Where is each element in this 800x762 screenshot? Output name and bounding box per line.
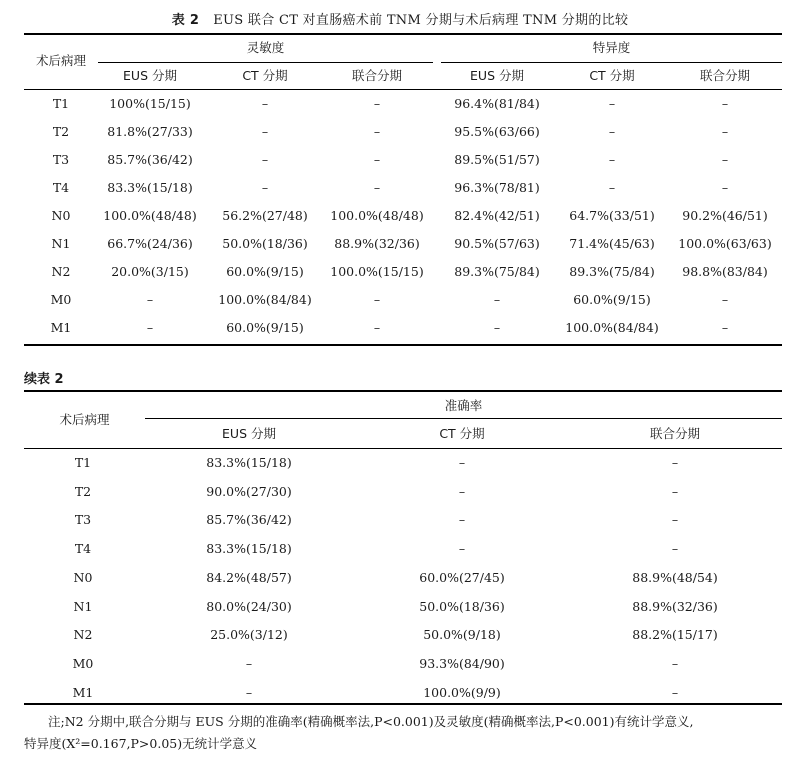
table-cell: –	[608, 152, 616, 167]
table-cell: 83.3%(15/18)	[206, 541, 292, 557]
footnote-line-2: 特异度(X²=0.167,P>0.05)无统计学意义	[24, 736, 258, 751]
table-cell: –	[373, 96, 381, 111]
table-cell: 56.2%(27/48)	[222, 208, 308, 223]
table-cell: 88.2%(15/17)	[632, 627, 718, 643]
table-cell: –	[671, 483, 679, 499]
table-cell: –	[721, 180, 729, 195]
row-label: M0	[72, 655, 94, 671]
row-label: T1	[74, 455, 92, 470]
table-cell: 60.0%(9/15)	[226, 320, 304, 335]
table-cell: –	[493, 320, 501, 335]
table-cell: 85.7%(36/42)	[107, 152, 193, 167]
column-header: EUS 分期	[470, 68, 524, 83]
table-cell: 89.3%(75/84)	[454, 264, 540, 279]
table-cell: 88.9%(32/36)	[632, 598, 718, 614]
table-cell: –	[245, 684, 253, 700]
table-cell: 81.8%(27/33)	[107, 124, 193, 139]
table-cell: 71.4%(45/63)	[569, 236, 655, 251]
table-cell: 98.8%(83/84)	[682, 264, 768, 279]
group-header-specificity: 特异度	[592, 40, 631, 55]
row-label: T3	[52, 152, 70, 167]
table-cell: 100.0%(63/63)	[678, 236, 772, 251]
row-label: M1	[72, 684, 94, 700]
column-header: 联合分期	[649, 426, 700, 441]
column-header: CT 分期	[439, 426, 485, 441]
table-cell: –	[721, 96, 729, 111]
table-cell: 90.2%(46/51)	[682, 208, 768, 223]
table-caption	[0, 9, 800, 28]
table-cell: 66.7%(24/36)	[107, 236, 193, 251]
table-cell: –	[721, 152, 729, 167]
table-cell: –	[261, 152, 269, 167]
table-cell: 60.0%(9/15)	[573, 292, 651, 307]
table-cell: 88.9%(32/36)	[334, 236, 420, 251]
table-title: EUS 联合 CT 对直肠癌术前 TNM 分期与术后病理 TNM 分期的比较	[213, 13, 629, 28]
row-label: M0	[50, 292, 72, 307]
table-cell: –	[261, 180, 269, 195]
sensitivity-group-rule	[98, 62, 433, 63]
table-cell: 89.5%(51/57)	[454, 152, 540, 167]
row-label: T4	[74, 541, 92, 557]
table-cell: 25.0%(3/12)	[210, 627, 288, 643]
column-header: 联合分期	[699, 68, 750, 83]
specificity-group-rule	[441, 62, 782, 63]
row-label: T1	[52, 96, 70, 111]
table-cell: –	[671, 512, 679, 528]
table-footnote	[24, 711, 784, 755]
table-cell: –	[671, 684, 679, 700]
group-header-sensitivity: 灵敏度	[246, 40, 285, 55]
table-cell: –	[458, 541, 466, 557]
table-cell: –	[373, 180, 381, 195]
row-label: T2	[74, 483, 92, 499]
table1-top-rule	[24, 33, 782, 35]
row-label: N0	[51, 208, 71, 223]
row-label: T2	[52, 124, 70, 139]
table1-bottom-rule	[24, 344, 782, 346]
table-cell: –	[608, 96, 616, 111]
table-cell: 100.0%(9/9)	[423, 684, 501, 700]
table2-bottom-rule	[24, 703, 782, 705]
table-cell: 93.3%(84/90)	[419, 655, 505, 671]
table-cell: 60.0%(27/45)	[419, 569, 505, 585]
table-cell: 82.4%(42/51)	[454, 208, 540, 223]
table-cell: –	[458, 483, 466, 499]
table-cell: –	[458, 512, 466, 528]
table-cell: –	[721, 320, 729, 335]
column-header: 联合分期	[351, 68, 402, 83]
table-cell: 80.0%(24/30)	[206, 598, 292, 614]
table-cell: 95.5%(63/66)	[454, 124, 540, 139]
row-label: T3	[74, 512, 92, 528]
row-label: N1	[73, 598, 93, 614]
table-cell: –	[373, 292, 381, 307]
table-cell: –	[458, 455, 466, 470]
table2-header-rule	[24, 448, 782, 449]
table-cell: –	[146, 320, 154, 335]
table1-header-rule	[24, 89, 782, 90]
row-label: M1	[50, 320, 72, 335]
row-label: N2	[73, 627, 93, 643]
table-cell: 89.3%(75/84)	[569, 264, 655, 279]
table-cell: 50.0%(18/36)	[222, 236, 308, 251]
table-cell: –	[245, 655, 253, 671]
table-cell: –	[373, 152, 381, 167]
table-cell: 60.0%(9/15)	[226, 264, 304, 279]
accuracy-group-rule	[145, 418, 782, 419]
table-cell: 83.3%(15/18)	[206, 455, 292, 470]
table-cell: 100.0%(84/84)	[218, 292, 312, 307]
row-header: 术后病理	[59, 412, 110, 427]
continued-table-caption: 续表 2	[24, 372, 64, 387]
table-cell: 50.0%(18/36)	[419, 598, 505, 614]
table-cell: 96.3%(78/81)	[454, 180, 540, 195]
table-cell: –	[671, 541, 679, 557]
table-cell: 83.3%(15/18)	[107, 180, 193, 195]
table-cell: 50.0%(9/18)	[423, 627, 501, 643]
table-cell: –	[721, 292, 729, 307]
row-label: N1	[51, 236, 71, 251]
table-cell: –	[608, 180, 616, 195]
row-label: N2	[51, 264, 71, 279]
table-cell: 100.0%(48/48)	[103, 208, 197, 223]
table-cell: –	[608, 124, 616, 139]
table-cell: –	[261, 96, 269, 111]
table-cell: 88.9%(48/54)	[632, 569, 718, 585]
group-header-accuracy: 准确率	[444, 398, 483, 413]
table-cell: 64.7%(33/51)	[569, 208, 655, 223]
table-cell: 20.0%(3/15)	[111, 264, 189, 279]
table-cell: –	[146, 292, 154, 307]
table-cell: –	[721, 124, 729, 139]
table-cell: 85.7%(36/42)	[206, 512, 292, 528]
table-number: 表 2	[171, 13, 200, 28]
row-label: T4	[52, 180, 70, 195]
column-header: EUS 分期	[222, 426, 276, 441]
table-cell: 100.0%(84/84)	[565, 320, 659, 335]
table-cell: –	[671, 655, 679, 671]
table-cell: 100.0%(48/48)	[330, 208, 424, 223]
table-cell: –	[373, 124, 381, 139]
table-cell: –	[493, 292, 501, 307]
table-cell: –	[671, 455, 679, 470]
table-cell: 96.4%(81/84)	[454, 96, 540, 111]
table-cell: 100%(15/15)	[109, 96, 191, 111]
row-header: 术后病理	[35, 53, 86, 68]
row-label: N0	[73, 569, 93, 585]
table2-top-rule	[24, 390, 782, 392]
table-cell: –	[261, 124, 269, 139]
table-cell: 90.0%(27/30)	[206, 483, 292, 499]
column-header: EUS 分期	[123, 68, 177, 83]
table-cell: 90.5%(57/63)	[454, 236, 540, 251]
table-cell: –	[373, 320, 381, 335]
column-header: CT 分期	[242, 68, 288, 83]
column-header: CT 分期	[589, 68, 635, 83]
footnote-line-1: 注;N2 分期中,联合分期与 EUS 分期的准确率(精确概率法,P<0.001)及灵敏度(精确概率法,P<0.001)有统计学意义,	[48, 714, 694, 729]
table-cell: 84.2%(48/57)	[206, 569, 292, 585]
table-cell: 100.0%(15/15)	[330, 264, 424, 279]
